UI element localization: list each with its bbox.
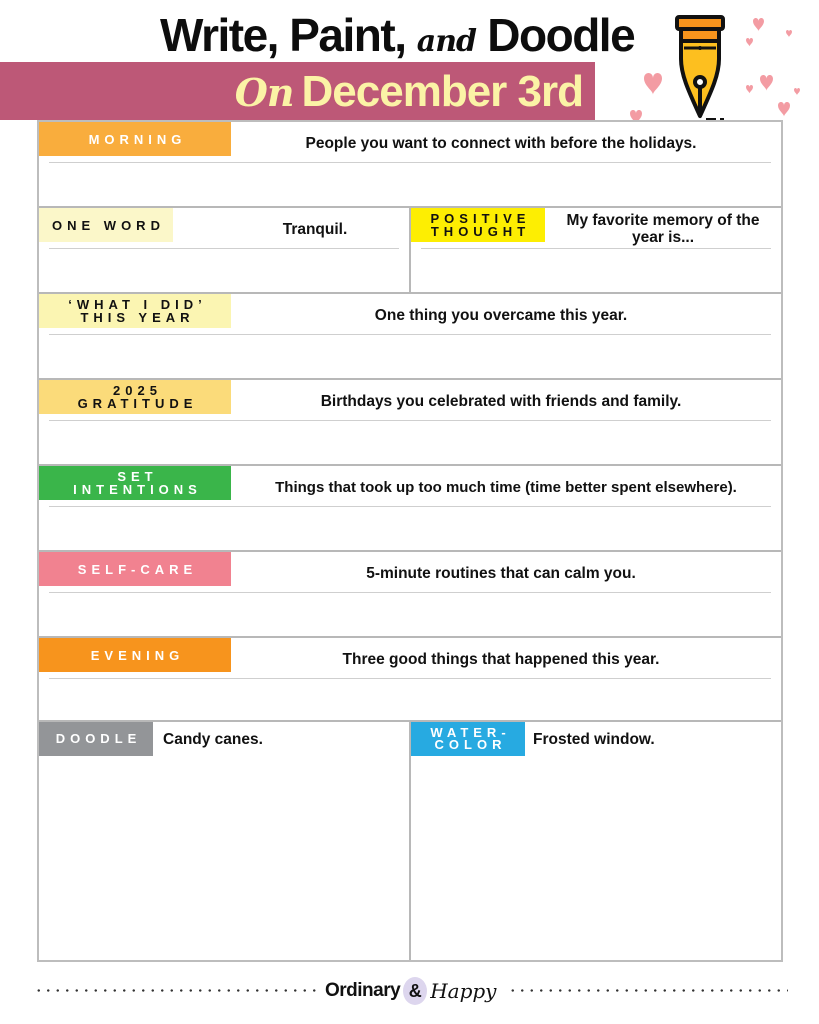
label-what-i-did xyxy=(39,294,231,328)
writing-line[interactable] xyxy=(421,248,771,249)
label-text: EVENING xyxy=(90,647,185,663)
writing-line[interactable] xyxy=(49,506,771,507)
label-text: ‘WHAT I DID’ xyxy=(68,297,207,312)
label-self-care xyxy=(39,552,231,586)
prompt-set-intentions: Things that took up too much time (time better spent elsewhere). xyxy=(275,478,737,496)
writing-line[interactable] xyxy=(49,248,399,249)
label-doodle xyxy=(39,722,153,756)
date-text: December 3rd xyxy=(301,67,583,116)
date-script: On xyxy=(234,70,294,115)
dotted-divider-left xyxy=(34,989,316,992)
writing-line[interactable] xyxy=(49,592,771,593)
writing-line[interactable] xyxy=(49,162,771,163)
label-text: GRATITUDE xyxy=(77,396,198,411)
dotted-divider-right xyxy=(508,989,788,992)
row-one-word-positive-thought xyxy=(39,208,781,294)
journal-frame xyxy=(37,120,783,962)
label-text: COLOR xyxy=(434,737,507,752)
cell-one-word xyxy=(39,208,409,292)
prompt-self-care: 5-minute routines that can calm you. xyxy=(366,564,636,582)
row-doodle-watercolor xyxy=(39,722,781,960)
date-heading xyxy=(235,64,583,120)
label-positive-thought xyxy=(411,208,545,242)
row-gratitude xyxy=(39,380,781,466)
row-evening xyxy=(39,638,781,722)
label-text: MORNING xyxy=(88,131,187,147)
prompt-what-i-did: One thing you overcame this year. xyxy=(374,306,628,324)
row-self-care xyxy=(39,552,781,638)
row-set-intentions xyxy=(39,466,781,552)
label-set-intentions xyxy=(39,466,231,500)
date-banner xyxy=(0,62,595,120)
label-text: ONE WORD xyxy=(52,217,165,233)
title-part2: Doodle xyxy=(487,9,635,61)
label-text: 2025 xyxy=(113,383,162,398)
label-text: INTENTIONS xyxy=(73,482,202,497)
brand-logo xyxy=(325,976,496,1006)
prompt-morning: People you want to connect with before the holidays. xyxy=(305,134,697,152)
brand-ordinary: Ordinary xyxy=(325,980,401,1001)
row-what-i-did xyxy=(39,294,781,380)
label-evening xyxy=(39,638,231,672)
fountain-pen-icon xyxy=(672,14,728,124)
prompt-positive-thought: My favorite memory of the year is... xyxy=(566,212,760,246)
footer xyxy=(0,970,819,1010)
label-text: POSITIVE xyxy=(430,211,531,226)
label-one-word xyxy=(39,208,173,242)
cell-positive-thought xyxy=(411,208,781,292)
label-watercolor xyxy=(411,722,525,756)
prompt-gratitude: Birthdays you celebrated with friends and family. xyxy=(320,392,682,410)
brand-ampersand: & xyxy=(403,977,427,1005)
title-part1: Write, Paint, xyxy=(160,9,406,61)
label-text: THOUGHT xyxy=(430,224,531,239)
label-gratitude xyxy=(39,380,231,414)
page-title xyxy=(160,8,660,62)
label-text: SET xyxy=(117,469,158,484)
writing-line[interactable] xyxy=(49,334,771,335)
prompt-watercolor: Frosted window. xyxy=(533,731,655,748)
label-text: DOODLE xyxy=(55,731,142,746)
writing-line[interactable] xyxy=(49,420,771,421)
label-text: SELF-CARE xyxy=(77,561,198,577)
writing-line[interactable] xyxy=(49,678,771,679)
label-text: WATER- xyxy=(430,725,511,740)
prompt-doodle: Candy canes. xyxy=(163,731,263,748)
title-script: and xyxy=(416,24,476,59)
doodle-area[interactable] xyxy=(39,722,409,960)
label-text: THIS YEAR xyxy=(80,310,195,325)
brand-happy: Happy xyxy=(430,979,497,1003)
prompt-evening: Three good things that happened this year. xyxy=(342,650,660,668)
prompt-one-word: Tranquil. xyxy=(282,220,348,238)
row-morning xyxy=(39,122,781,208)
watercolor-area[interactable] xyxy=(411,722,781,960)
label-morning xyxy=(39,122,231,156)
